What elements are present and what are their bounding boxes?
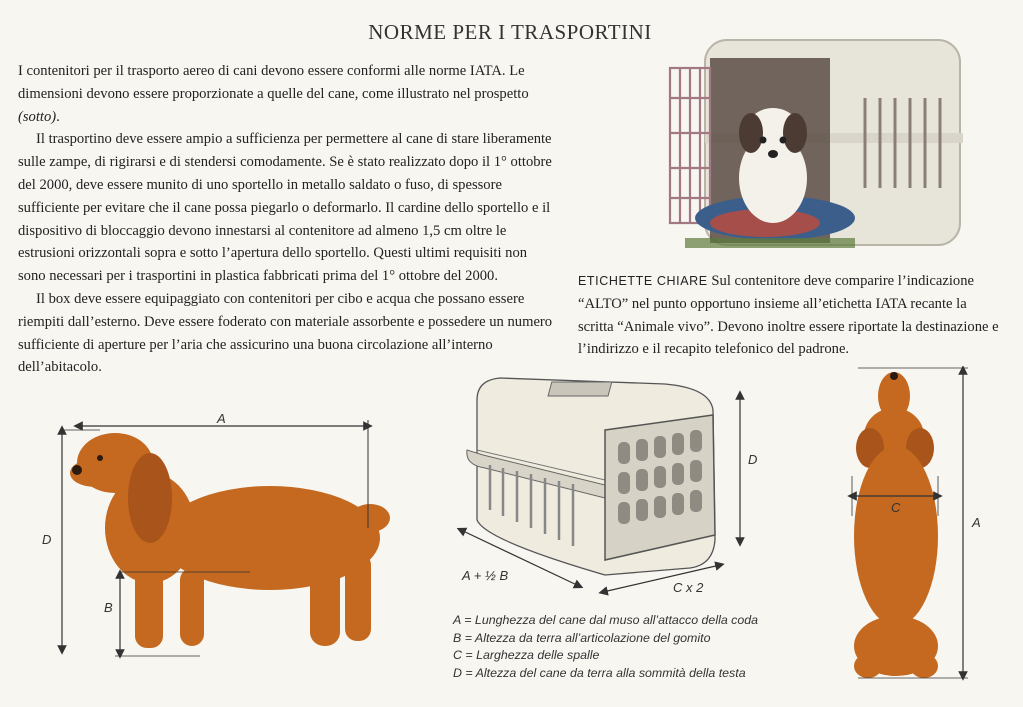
paragraph-1-end: . xyxy=(56,108,60,125)
legend-item-d: D = Altezza del cane da terra alla sommità della testa xyxy=(453,665,746,680)
dim-label-crate-width: C x 2 xyxy=(673,580,704,595)
dimensions-legend xyxy=(453,612,833,682)
note-heading: ETICHETTE CHIARE xyxy=(578,274,708,288)
body-text xyxy=(18,60,558,379)
crate-puppy-photo xyxy=(665,38,975,258)
legend-item-a: A = Lunghezza del cane dal muso all’attacco della coda xyxy=(453,613,759,627)
page-title: NORME PER I TRASPORTINI xyxy=(368,20,652,44)
dim-label-a-top: A xyxy=(972,515,981,530)
dog-side-view xyxy=(40,408,400,670)
paragraph-1-reference: (sotto) xyxy=(18,108,57,125)
legend-item-b: B = Altezza da terra all’articolazione del gomito xyxy=(453,630,711,645)
labels-note xyxy=(578,270,1003,361)
dim-label-crate-length: A + ½ B xyxy=(462,568,509,583)
paragraph-1-text: I contenitori per il trasporto aereo di cani devono essere conformi alle norme IATA. Le dimensioni devono essere proporzionate a quelle del cane, come illustrato nel prospetto xyxy=(18,63,529,102)
crate-diagram xyxy=(455,370,758,600)
dim-label-c-top: C xyxy=(891,500,901,515)
dim-label-b-side: B xyxy=(104,600,113,615)
paragraph-1 xyxy=(18,60,558,128)
legend-item-c: C = Larghezza delle spalle xyxy=(453,648,600,662)
dog-top-view xyxy=(838,366,988,686)
note-text: Sul contenitore deve comparire l’indicazione “ALTO” nel punto opportuno insieme all’etichetta IATA recante la scritta “Animale vivo”. Devono inoltre essere riportate la destinazione e l’indirizzo e il recapito telefonico del padrone. xyxy=(578,273,999,358)
paragraph-2: Il trasportino deve essere ampio a sufficienza per permettere al cane di stare liberamente sulle zampe, di rigirarsi e di stendersi comodamente. Se è stato realizzato dopo il 1° ottobre del 2000, deve essere munito di uno sportello in metallo saldato o fuso, di spessore sufficiente per evitare che il cane possa piegarlo o deformarlo. Il cardine dello sportello e il dispositivo di bloccaggio devono innestarsi al contenitore ad almeno 1,5 cm oltre le estrusioni orizzontali sopra e sotto l’apertura dello sportello. Questi ultimi requisiti non sono necessari per i trasportini in plastica fabbricati prima del 1° ottobre del 2000. xyxy=(18,131,552,285)
paragraph-3: Il box deve essere equipaggiato con contenitori per cibo e acqua che possano essere riempiti dall’esterno. Deve essere foderato con materiale assorbente e possedere un numero sufficiente di aperture per l’aria che assicurino una buona circolazione all’interno dell’abitacolo. xyxy=(18,290,553,376)
dim-label-d-crate: D xyxy=(748,452,758,467)
dim-label-d-side: D xyxy=(42,532,52,547)
dim-label-a-side: A xyxy=(217,411,226,426)
